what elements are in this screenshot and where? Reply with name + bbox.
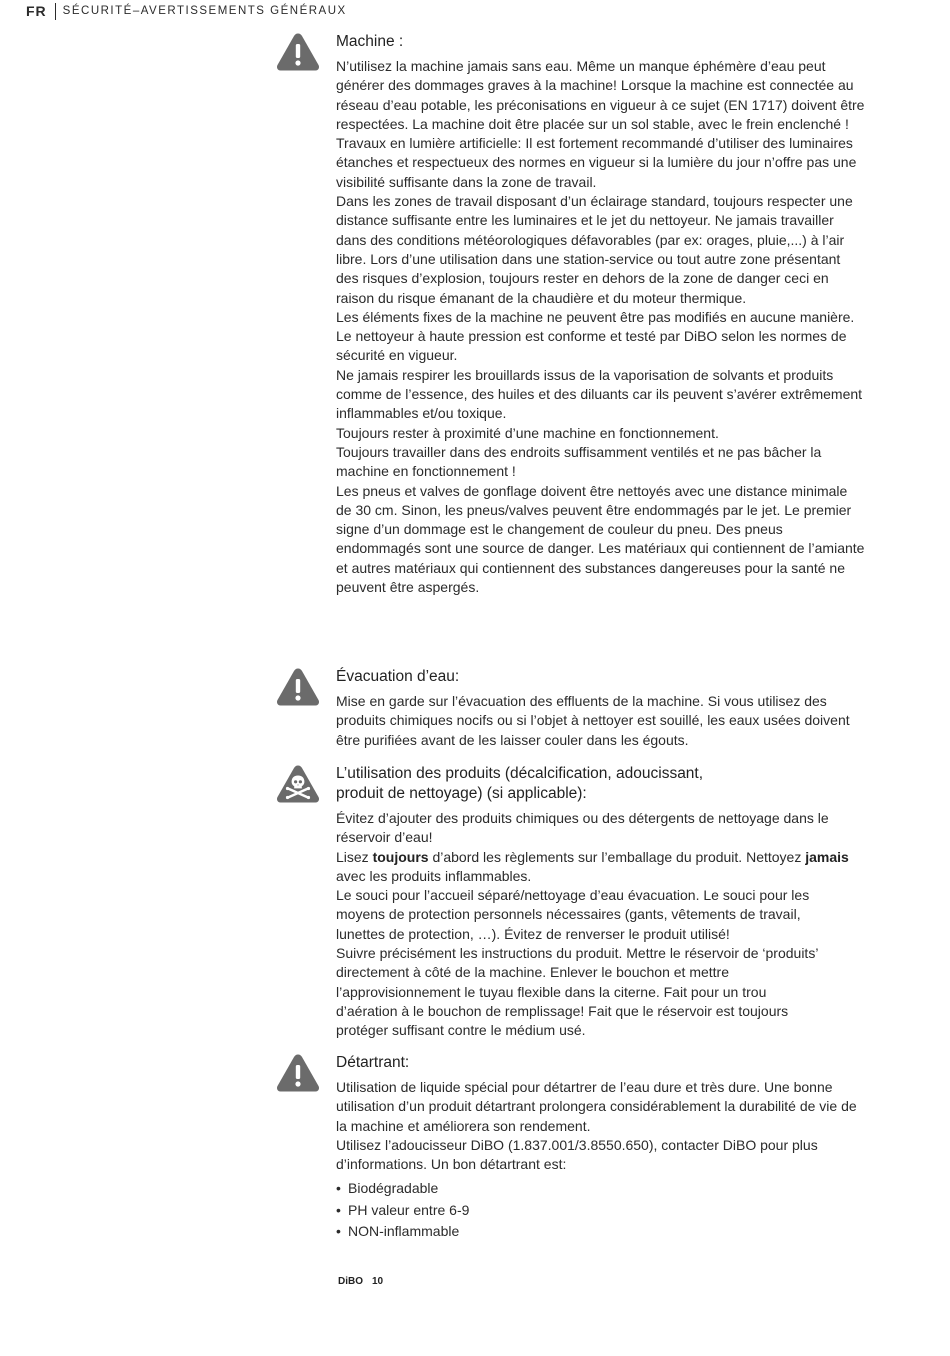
paragraph: Dans les zones de travail disposant d’un éclairage standard, toujours respecter une distance suffisante entre les luminaires et le jet du nettoyeur. Ne jamais travailler dans des conditions météorologiques défavorables (par ex: orages, pluie,...) à l’air libre. Lors d’une utilisation dans une station-service ou tout autre zone présentant des risques d’explosion, toujours rester en dehors de la zone de danger ceci en raison du risque émanant de la chaudière et du moteur thermique. — [336, 193, 853, 306]
warning-triangle-icon — [276, 667, 320, 707]
paragraph: Toujours travailler dans des endroits suffisamment ventilés et ne pas bâcher la machine en fonctionnement ! — [336, 443, 822, 480]
warning-triangle-icon — [276, 1053, 320, 1093]
list-item: • NON-inflammable — [336, 1221, 866, 1243]
paragraph: Toujours rester à proximité d’une machine en fonctionnement. — [336, 424, 719, 441]
body-products — [336, 809, 866, 1041]
paragraph: Suivre précisément les instructions du produit. Mettre le réservoir de ‘produits’ directement à côté de la machine. Enlever le bouchon et mettre l’approvisionnement le tuyau flexible dans la citerne. Fait pour un trou d’aération à le bouchon de remplissage! Fait que le réservoir est toujours protéger suffisant contre le médium usé. — [336, 945, 818, 1039]
list-item: • Biodégradable — [336, 1178, 866, 1200]
section-title: SÉCURITÉ–AVERTISSEMENTS GÉNÉRAUX — [62, 5, 347, 17]
text-span: avec les produits inflammables. — [336, 867, 532, 884]
warning-triangle-icon — [276, 32, 320, 72]
list-item: • PH valeur entre 6-9 — [336, 1200, 866, 1222]
page-number: 10 — [372, 1276, 384, 1287]
paragraph: Travaux en lumière artificielle: Il est fortement recommandé d’utiliser des luminaires étanches et respectueux des normes en vigueur si la lumière du jour n’offre pas une visibilité suffisante dans la zone de travail. — [336, 135, 857, 190]
paragraph: Ne jamais respirer les brouillards issus de la vaporisation de solvants et produits comme de l’essence, des huiles et des diluants car ils peuvent s’avérer extrêmement inflammables et/ou toxique. — [336, 366, 863, 422]
paragraph: N’utilisez la machine jamais sans eau. Même un manque éphémère d’eau peut générer des dommages graves à la machine! Lorsque la machine est connectée au réseau d’eau potable, les préconisations en vigueur à ce sujet (EN 1717) doivent être respectées. La machine doit être placée sur un sol stable, avec le frein enclenché ! — [336, 58, 865, 132]
heading-products — [336, 764, 866, 804]
language-code: FR — [26, 3, 47, 19]
bold-text: toujours — [372, 848, 429, 865]
heading-line: produit de nettoyage) (si applicable): — [336, 785, 587, 802]
text-span: d’abord les règlements sur l’emballage du produit. Nettoyez — [428, 848, 806, 865]
brand-logo: DiBO — [338, 1276, 363, 1287]
header-divider — [55, 3, 56, 20]
paragraph: Le nettoyeur à haute pression est conforme et testé par DiBO selon les normes de sécurité en vigueur. — [336, 328, 847, 364]
bold-text: jamais — [805, 848, 849, 865]
page-footer — [338, 1276, 383, 1287]
heading-descaler: Détartrant: — [336, 1054, 410, 1071]
paragraph: Mise en garde sur l’évacuation des effluents de la machine. Si vous utilisez des produits chimiques nocifs ou si l’objet à nettoyer est souillé, les eaux usées doivent être purifiées avant de les laisser couler dans les égouts. — [336, 693, 850, 748]
paragraph: Les pneus et valves de gonflage doivent être nettoyés avec une distance minimale de 30 cm. Sinon, les pneus/valves peuvent être endommagés par le jet. Le premier signe d’un dommage est le changement de couleur du pneu. Des pneus endommagés sont une source de danger. Les matériaux qui contiennent de l’amiante et autres matériaux qui contiennent des substances dangereuses pour la santé ne peuvent être aspergés. — [336, 482, 865, 596]
body-water-evacuation — [336, 692, 866, 750]
body-descaler — [336, 1078, 866, 1174]
body-machine — [336, 57, 866, 597]
heading-line: L’utilisation des produits (décalcification, adoucissant, — [336, 765, 704, 782]
paragraph: Utilisation de liquide spécial pour détartrer de l’eau dure et très dure. Une bonne utilisation d’un produit détartrant prolongera considérablement la durabilité de vie de la machine et améliorera son rendement. — [336, 1079, 857, 1134]
paragraph: Le souci pour l’accueil séparé/nettoyage d’eau évacuation. Le souci pour les moyens de protection personnels nécessaires (gants, vêtements de travail, lunettes de protection, …). Évitez de renverser le produit utilisé! — [336, 887, 810, 942]
paragraph: Évitez d’ajouter des produits chimiques ou des détergents de nettoyage dans le réservoir d’eau! — [336, 810, 829, 846]
skull-crossbones-icon — [276, 764, 320, 804]
heading-machine: Machine : — [336, 33, 404, 50]
text-span: Lisez — [336, 848, 373, 865]
paragraph: Les éléments fixes de la machine ne peuvent être pas modifiés en aucune manière. — [336, 308, 855, 325]
descaler-properties-list — [336, 1178, 866, 1243]
paragraph: Utilisez l’adoucisseur DiBO (1.837.001/3.8550.650), contacter DiBO pour plus d’informations. Un bon détartrant est: — [336, 1136, 818, 1173]
page-header — [26, 1, 347, 21]
paragraph — [336, 848, 866, 887]
heading-water-evacuation: Évacuation d’eau: — [336, 668, 460, 685]
